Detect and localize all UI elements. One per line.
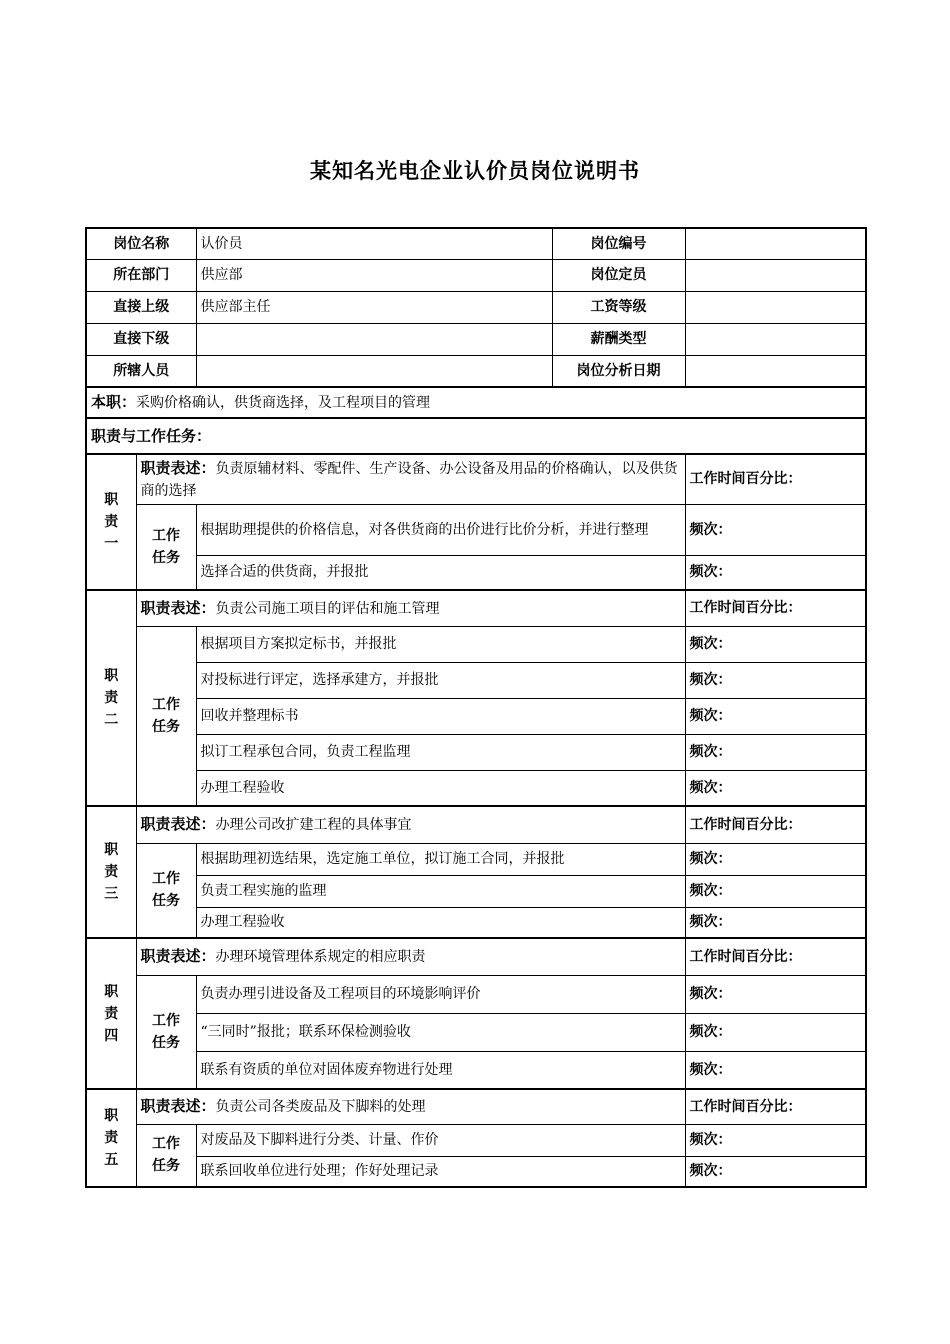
staff-value: [196, 355, 552, 387]
job-description-table: [85, 227, 867, 1188]
duty-4-task-1: 负责办理引进设备及工程项目的环境影响评价: [196, 975, 685, 1013]
job-code-label: 岗位编号: [552, 228, 685, 259]
row-job-name: [86, 228, 866, 259]
duty-2-name: 职 责 二: [86, 590, 136, 806]
superior-label: 直接上级: [86, 291, 196, 323]
duty-1-description: 职责表述：负责原辅材料、零配件、生产设备、办公设备及用品的价格确认，以及供货商的选择: [136, 454, 685, 504]
duty-3-name: 职 责 三: [86, 806, 136, 938]
section-title: 职责与工作任务：: [86, 418, 866, 454]
duty-5-task-2: 联系回收单位进行处理；作好处理记录: [196, 1156, 685, 1187]
duty-5-description-row: [86, 1089, 866, 1124]
duty-2-task-3-freq: 频次：: [685, 698, 866, 734]
duty-3-task-row: [86, 907, 866, 938]
duty-2-task-3: 回收并整理标书: [196, 698, 685, 734]
duty-5-task-1-freq: 频次：: [685, 1124, 866, 1156]
row-section-title: [86, 418, 866, 454]
duty-5-task-row: [86, 1124, 866, 1156]
duty-2-task-2: 对投标进行评定，选择承建方，并报批: [196, 662, 685, 698]
duty-3-task-row: [86, 875, 866, 907]
analysis-date-label: 岗位分析日期: [552, 355, 685, 387]
duty-1-task-2-freq: 频次：: [685, 555, 866, 590]
duty-4-task-3: 联系有资质的单位对固体废弃物进行处理: [196, 1051, 685, 1089]
duty-3-task-label: 工作 任务: [136, 843, 196, 938]
duty-4-task-row: [86, 1051, 866, 1089]
duty-2-task-5: 办理工程验收: [196, 770, 685, 806]
duty-5-description: 职责表述：负责公司各类废品及下脚料的处理: [136, 1089, 685, 1124]
core-duty-label: 本职：: [91, 393, 137, 411]
row-subordinate: [86, 323, 866, 355]
superior-value: 供应部主任: [196, 291, 552, 323]
quota-value: [685, 259, 866, 291]
duty-2-task-1: 根据项目方案拟定标书，并报批: [196, 626, 685, 662]
duty-3-task-2-freq: 频次：: [685, 875, 866, 907]
duty-4-description: 职责表述：办理环境管理体系规定的相应职责: [136, 938, 685, 975]
pay-type-value: [685, 323, 866, 355]
duty-4-task-label: 工作 任务: [136, 975, 196, 1089]
duty-3-task-3-freq: 频次：: [685, 907, 866, 938]
duty-2-task-row: [86, 770, 866, 806]
core-duty-text: 采购价格确认，供货商选择，及工程项目的管理: [136, 395, 431, 411]
duty-2-task-4: 拟订工程承包合同，负责工程监理: [196, 734, 685, 770]
duty-2-description-row: [86, 590, 866, 626]
duty-4-name: 职 责 四: [86, 938, 136, 1089]
duty-2-percent: 工作时间百分比：: [685, 590, 866, 626]
duty-2-task-row: [86, 626, 866, 662]
job-code-value: [685, 228, 866, 259]
duty-5-name: 职 责 五: [86, 1089, 136, 1187]
staff-label: 所辖人员: [86, 355, 196, 387]
duty-3-description-row: [86, 806, 866, 843]
duty-4-description-row: [86, 938, 866, 975]
core-duty: [86, 387, 866, 418]
duty-4-percent: 工作时间百分比：: [685, 938, 866, 975]
row-department: [86, 259, 866, 291]
duty-1-task-2: 选择合适的供货商，并报批: [196, 555, 685, 590]
subordinate-label: 直接下级: [86, 323, 196, 355]
duty-2-task-row: [86, 698, 866, 734]
page-title: 某知名光电企业认价员岗位说明书: [310, 159, 640, 183]
duty-2-task-4-freq: 频次：: [685, 734, 866, 770]
department-value: 供应部: [196, 259, 552, 291]
duty-2-task-1-freq: 频次：: [685, 626, 866, 662]
duty-2-task-5-freq: 频次：: [685, 770, 866, 806]
grade-value: [685, 291, 866, 323]
duty-3-task-3: 办理工程验收: [196, 907, 685, 938]
subordinate-value: [196, 323, 552, 355]
row-superior: [86, 291, 866, 323]
duty-5-task-label: 工作 任务: [136, 1124, 196, 1187]
duty-3-description: 职责表述：办理公司改扩建工程的具体事宜: [136, 806, 685, 843]
grade-label: 工资等级: [552, 291, 685, 323]
duty-2-task-label: 工作 任务: [136, 626, 196, 806]
duty-5-percent: 工作时间百分比：: [685, 1089, 866, 1124]
duty-2-task-row: [86, 662, 866, 698]
duty-4-task-3-freq: 频次：: [685, 1051, 866, 1089]
duty-4-task-1-freq: 频次：: [685, 975, 866, 1013]
analysis-date-value: [685, 355, 866, 387]
duty-1-task-1: 根据助理提供的价格信息，对各供货商的出价进行比价分析，并进行整理: [196, 504, 685, 555]
duty-1-task-label: 工作 任务: [136, 504, 196, 590]
duty-5-task-row: [86, 1156, 866, 1187]
duty-3-task-1-freq: 频次：: [685, 843, 866, 875]
row-staff: [86, 355, 866, 387]
job-name-label: 岗位名称: [86, 228, 196, 259]
duty-3-task-2: 负责工程实施的监理: [196, 875, 685, 907]
duty-1-percent: 工作时间百分比：: [685, 454, 866, 504]
duty-1-description-row: [86, 454, 866, 504]
duty-1-name: 职 责 一: [86, 454, 136, 590]
row-core-duty: [86, 387, 866, 418]
duty-2-task-row: [86, 734, 866, 770]
department-label: 所在部门: [86, 259, 196, 291]
duty-3-task-1: 根据助理初选结果，选定施工单位，拟订施工合同，并报批: [196, 843, 685, 875]
duty-5-task-1: 对废品及下脚料进行分类、计量、作价: [196, 1124, 685, 1156]
job-name-value: 认价员: [196, 228, 552, 259]
duty-4-task-2-freq: 频次：: [685, 1013, 866, 1051]
duty-2-description: 职责表述：负责公司施工项目的评估和施工管理: [136, 590, 685, 626]
duty-3-task-row: [86, 843, 866, 875]
quota-label: 岗位定员: [552, 259, 685, 291]
duty-4-task-row: [86, 975, 866, 1013]
duty-5-task-2-freq: 频次：: [685, 1156, 866, 1187]
pay-type-label: 薪酬类型: [552, 323, 685, 355]
duty-3-percent: 工作时间百分比：: [685, 806, 866, 843]
duty-1-task-row: [86, 504, 866, 555]
duty-2-task-2-freq: 频次：: [685, 662, 866, 698]
duty-4-task-2: “三同时”报批；联系环保检测验收: [196, 1013, 685, 1051]
duty-4-task-row: [86, 1013, 866, 1051]
duty-1-task-1-freq: 频次：: [685, 504, 866, 555]
duty-1-task-row: [86, 555, 866, 590]
